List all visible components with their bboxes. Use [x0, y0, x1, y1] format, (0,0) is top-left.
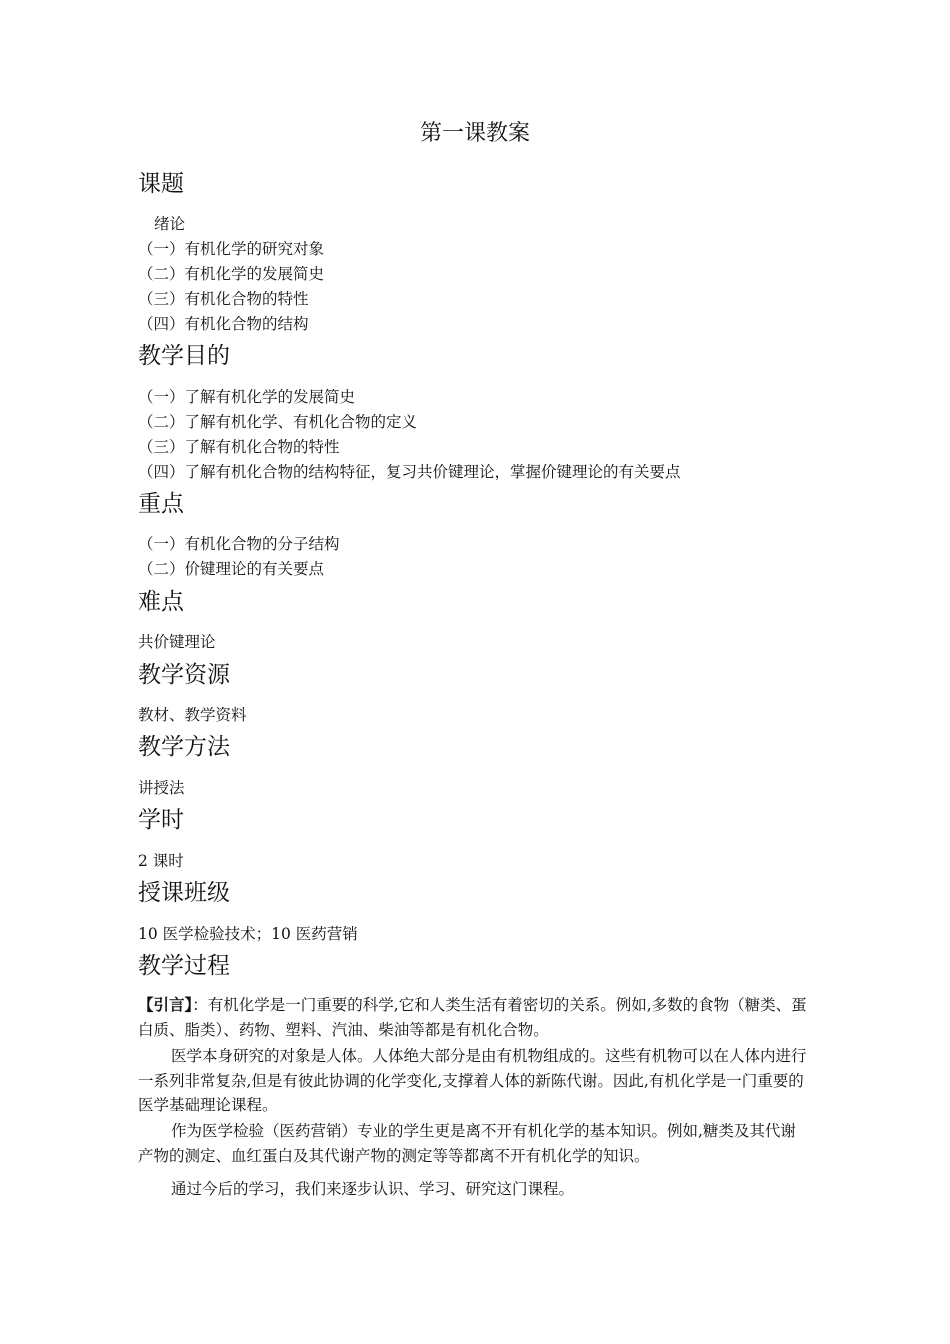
- objective-item-2: （二）了解有机化学、有机化合物的定义: [138, 413, 418, 431]
- intro-label: 【引言】: [138, 995, 193, 1014]
- key-point-item-1: （一）有机化合物的分子结构: [138, 535, 340, 553]
- heading-difficulties: 难点: [138, 589, 184, 615]
- heading-objectives: 教学目的: [138, 343, 230, 369]
- topic-item-3: （三）有机化合物的特性: [138, 290, 309, 308]
- heading-methods: 教学方法: [138, 734, 230, 760]
- resources-text: 教材、教学资料: [138, 706, 247, 724]
- document-title: 第一课教案: [419, 121, 530, 146]
- objective-item-4: （四）了解有机化合物的结构特征，复习共价键理论，掌握价键理论的有关要点: [138, 463, 681, 481]
- heading-process: 教学过程: [138, 953, 230, 979]
- heading-topic: 课题: [138, 171, 184, 197]
- objective-item-3: （三）了解有机化合物的特性: [138, 438, 340, 456]
- process-intro-paragraph: [138, 993, 810, 1042]
- topic-item-2: （二）有机化学的发展简史: [138, 265, 325, 283]
- process-paragraph-2: [138, 1044, 810, 1118]
- classes-text: 10 医学检验技术；10 医药营销: [138, 925, 358, 943]
- hours-text: 2 课时: [138, 852, 184, 870]
- key-point-item-2: （二）价键理论的有关要点: [138, 560, 325, 578]
- objective-item-1: （一）了解有机化学的发展简史: [138, 388, 356, 406]
- paragraph-4-text: 通过今后的学习，我们来逐步认识、学习、研究这门课程。: [171, 1180, 575, 1198]
- heading-key-points: 重点: [138, 491, 184, 517]
- topic-intro: 绪论: [154, 215, 186, 233]
- difficulties-text: 共价键理论: [138, 633, 216, 651]
- heading-resources: 教学资源: [138, 662, 230, 688]
- heading-hours: 学时: [138, 807, 184, 833]
- process-paragraph-4: [138, 1177, 810, 1202]
- topic-item-1: （一）有机化学的研究对象: [138, 240, 325, 258]
- process-paragraph-3: [138, 1119, 810, 1168]
- paragraph-2-text: 医学本身研究的对象是人体。人体绝大部分是由有机物组成的。这些有机物可以在人体内进行一系列非常复杂,但是有彼此协调的化学变化,支撑着人体的新陈代谢。因此,有机化学是一门重要的医学基础理论课程。: [138, 1047, 807, 1114]
- heading-classes: 授课班级: [138, 880, 230, 906]
- methods-text: 讲授法: [138, 779, 185, 797]
- intro-text: ：有机化学是一门重要的科学,它和人类生活有着密切的关系。例如,多数的食物（糖类、蛋白质、脂类）、药物、塑料、汽油、柴油等都是有机化合物。: [138, 996, 807, 1039]
- topic-item-4: （四）有机化合物的结构: [138, 315, 309, 333]
- paragraph-3-text: 作为医学检验（医药营销）专业的学生更是离不开有机化学的基本知识。例如,糖类及其代谢产物的测定、血红蛋白及其代谢产物的测定等等都离不开有机化学的知识。: [138, 1122, 796, 1165]
